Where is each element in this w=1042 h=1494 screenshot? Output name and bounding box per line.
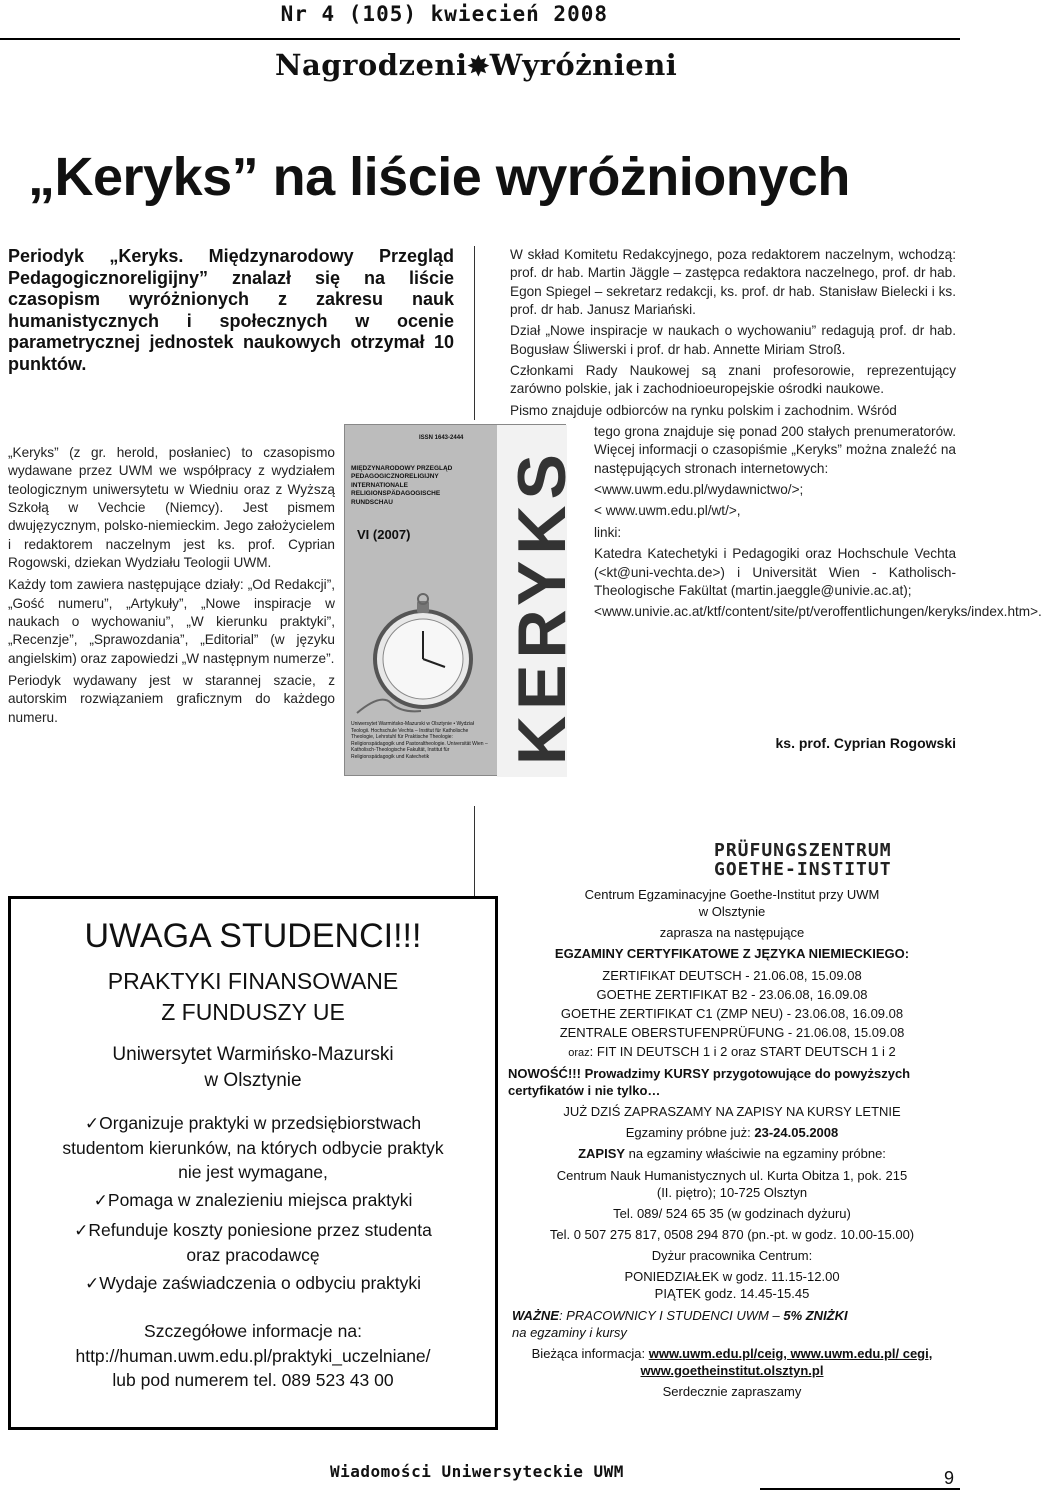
goethe-exam-announcement: [508, 886, 956, 1404]
notice-university-line: w Olsztynie: [204, 1070, 302, 1092]
notice-info-line: lub pod numerem tel. 089 523 43 00: [112, 1370, 394, 1391]
goethe-line: Egzaminy próbne już: 23-24.05.2008: [625, 1125, 839, 1141]
notice-subhead-line: Z FUNDUSZY UE: [161, 999, 345, 1026]
goethe-line: JUŻ DZIŚ ZAPRASZAMY NA ZAPISY NA KURSY LETNIE: [563, 1104, 901, 1120]
goethe-logo-line: GOETHE-INSTITUT: [714, 858, 892, 880]
cover-issn: ISSN 1643-2444: [419, 435, 464, 441]
checkmark-icon: ✓: [84, 1113, 100, 1134]
exam-item: GOETHE ZERTIFIKAT B2 - 23.06.08, 16.09.08: [596, 986, 868, 1002]
notice-item: ✓Wydaje zaświadczenia o odbyciu praktyki: [84, 1273, 422, 1295]
bottom-rule: [760, 1488, 960, 1490]
paragraph: „Keryks” (z gr. herold, posłaniec) to czasopismo wydawane przez UWM we współpracy z wydziałem teologicznym uniwersytetu w Wiedniu oraz z Wyższą Szkołą w Vechcie (Niemcy). Jest pismem dwujęzycznym, polsko-niemieckim. Jego założycielem i redaktorem naczelnym jest ks. prof. Cyprian Rogowski, dziekan Wydziału Teologii UWM.: [8, 445, 335, 571]
notice-subhead: [11, 966, 495, 1028]
notice-university-line: Uniwersytet Warmińsko-Mazurski: [112, 1044, 394, 1066]
student-notice-box: [8, 896, 498, 1430]
exam-item: ZENTRALE OBERSTUFENPRÜFUNG - 21.06.08, 15.09.08: [559, 1025, 905, 1041]
checkmark-icon: ✓: [84, 1274, 100, 1295]
notice-url: http://human.uwm.edu.pl/praktyki_uczelniane/: [75, 1345, 431, 1366]
paragraph: Każdy tom zawiera następujące działy: „Od Redakcji”, „Gość numeru”, „Artykuły”, „Nowe inspiracje w naukach o wychowaniu”, „W kierunku praktyki”, „Recenzje”, „Sprawozdania”, „Editorial” (w języku angielskim) oraz zapowiedzi „W następnym numerze”.: [8, 577, 335, 666]
goethe-line: WAŻNE: PRACOWNICY I STUDENCI UWM – 5% ZNIŻKI na egzaminy i kursy: [512, 1307, 848, 1340]
paragraph: Dział „Nowe inspiracje w naukach o wychowaniu” redagują prof. dr hab. Bogusław Śliwerski i prof. dr hab. Annette Miriam Stroß.: [510, 323, 956, 357]
checkmark-icon: ✓: [93, 1191, 108, 1212]
paragraph: tego grona znajduje się ponad 200 stałych prenumeratorów. Więcej informacji o czasopiśmie „Keryks” można znaleźć na następujących stronach internetowych:: [594, 424, 956, 476]
paragraph: Periodyk wydawany jest w starannej szacie, z autorskim rozwiązaniem graficznym do każdego numeru.: [8, 673, 335, 725]
notice-item: ✓Pomaga w znalezieniu miejsca praktyki: [93, 1190, 413, 1212]
cover-volume: VI (2007): [357, 527, 411, 542]
page-number: 9: [943, 1468, 954, 1488]
goethe-line: Dyżur pracownika Centrum:: [651, 1248, 813, 1264]
column-divider: [474, 806, 475, 896]
cover-subtitle: MIĘDZYNARODOWY PRZEGLĄD PEDAGOGICZNORELIGIJNY INTERNATIONALE RELIGIONSPÄDAGOGISCHE RUNDSCHAU: [351, 465, 453, 506]
article-left-column: [8, 444, 335, 731]
link-text: < www.uwm.edu.pl/wt/>,: [594, 503, 741, 519]
checkmark-icon: ✓: [74, 1220, 89, 1241]
goethe-line: Centrum Egzaminacyjne Goethe-Institut przy UWM: [584, 887, 880, 902]
goethe-line: Bieżąca informacja: www.uwm.edu.pl/ceig, www.uwm.edu.pl/ cegi, www.goetheinstitut.olsztyn.pl: [531, 1345, 933, 1379]
notice-subhead-line: PRAKTYKI FINANSOWANE: [107, 968, 399, 994]
pocket-watch-icon: [351, 593, 491, 717]
goethe-line: PIĄTEK godz. 14.45-15.45: [654, 1286, 810, 1302]
goethe-logo-line: PRÜFUNGSZENTRUM: [714, 840, 892, 861]
notice-item: ✓Organizuje praktyki w przedsiębiorstwach: [84, 1112, 422, 1134]
goethe-line: NOWOŚĆ!!! Prowadzimy KURSY przygotowujące do powyższych certyfikatów i nie tylko…: [508, 1065, 911, 1098]
goethe-line: PONIEDZIAŁEK w godz. 11.15-12.00: [624, 1269, 840, 1285]
issue-number: Nr 4 (105) kwiecień 2008: [280, 2, 608, 26]
goethe-line: w Olsztynie: [698, 904, 766, 920]
footer-magazine: Wiadomości Uniwersyteckie UWM: [330, 1462, 624, 1481]
exam-item: GOETHE ZERTIFIKAT C1 (ZMP NEU) - 23.06.08, 16.09.08: [560, 1005, 904, 1021]
notice-headline: UWAGA STUDENCI!!!: [84, 917, 422, 955]
article-right-column: [510, 246, 1042, 625]
section-left: Nagrodzeni: [275, 48, 468, 82]
exam-item: oraz: FIT IN DEUTSCH 1 i 2 oraz START DEUTSCH 1 i 2: [568, 1044, 896, 1060]
paragraph: Pismo znajduje odbiorców na rynku polskim i zachodnim. Wśród: [510, 402, 897, 418]
section-right: Wyróżnieni: [489, 48, 678, 82]
article-lead: Periodyk „Keryks. Międzynarodowy Przegląd Pedagogicznoreligijny” znalazł się na liście czasopism wyróżnionych z zakresu nauk humanistycznych i społecznych w ocenie parametrycznej jednostek naukowych otrzymał 10 punktów.: [8, 246, 454, 374]
paragraph: Członkami Rady Naukowej są znani profesorowie, reprezentujący zarówno polskie, jak i zachodnioeuropejskie ośrodki naukowe.: [510, 363, 956, 397]
notice-item-cont: nie jest wymagane,: [178, 1162, 328, 1183]
column-divider: [474, 246, 475, 420]
notice-info: [11, 1319, 495, 1394]
cover-publishers: Uniwersytet Warmińsko-Mazurski w Olsztynie • Wydział Teologii. Hochschule Vechta – Institut für Katholische Theologie, Lehrstuhl für Praktische Theologie: Religionspädagogik und Pastoraltheologie. Universität Wien – Katholisch-Theologische Fakultät, Institut für Religionspädagogik und Katechetik: [351, 721, 488, 760]
notice-item-cont: studentom kierunków, na których odbycie praktyk: [62, 1137, 444, 1158]
goethe-line: Tel. 0 507 275 817, 0508 294 870 (pn.-pt. w godz. 10.00-15.00): [549, 1227, 915, 1243]
goethe-line: Centrum Nauk Humanistycznych ul. Kurta Obitza 1, pok. 215: [556, 1167, 908, 1183]
link-text: <www.uwm.edu.pl/wydawnictwo/>;: [594, 482, 804, 498]
goethe-line: zaprasza na następujące: [659, 925, 805, 941]
goethe-links[interactable]: www.uwm.edu.pl/ceig, www.uwm.edu.pl/ cegi, www.goetheinstitut.olsztyn.pl: [640, 1345, 933, 1379]
goethe-line: Tel. 089/ 524 65 35 (w godzinach dyżuru): [613, 1205, 851, 1221]
top-rule: [0, 38, 960, 40]
goethe-line: (II. piętro); 10-725 Olsztyn: [656, 1184, 808, 1200]
goethe-logo: [714, 842, 914, 880]
goethe-line: Serdecznie zapraszamy: [662, 1384, 802, 1400]
article-signature: ks. prof. Cyprian Rogowski: [775, 735, 956, 751]
paragraph: W skład Komitetu Redakcyjnego, poza redaktorem naczelnym, wchodzą: prof. dr hab. Martin Jäggle – zastępca redaktora naczelnego, prof. dr hab. Egon Spiegel – sekretarz redakcji, ks. prof. dr hab. Stanisław Bielecki i ks. prof. dr hab. Janusz Mariański.: [510, 247, 956, 318]
paragraph: Katedra Katechetyki i Pedagogiki oraz Hochschule Vechta (<kt@uni-vechta.de>) i Universität Wien - Katholisch-Theologische Fakültat (martin.jaeggle@univie.ac.at);: [594, 546, 956, 598]
notice-university: [11, 1042, 495, 1094]
notice-info-line: Szczegółowe informacje na:: [144, 1320, 362, 1341]
section-title: [275, 48, 677, 82]
notice-item: ✓Refunduje koszty poniesione przez studenta: [74, 1219, 432, 1241]
link-text: <www.univie.ac.at/ktf/content/site/pt/veroffentlichungen/keryks/index.htm>.: [594, 604, 1042, 620]
exam-item: ZERTIFIKAT DEUTSCH - 21.06.08, 15.09.08: [602, 967, 862, 983]
cover-logo: KERYKS: [504, 448, 580, 765]
notice-item-cont: oraz pracodawcę: [186, 1245, 320, 1266]
article-title: „Keryks” na liście wyróżnionych: [28, 147, 850, 207]
paragraph: linki:: [594, 524, 622, 540]
goethe-line: ZAPISY na egzaminy właściwie na egzaminy próbne:: [578, 1146, 886, 1162]
star-icon: ✸: [467, 52, 490, 82]
goethe-line: EGZAMINY CERTYFIKATOWE Z JĘZYKA NIEMIECKIEGO:: [554, 946, 910, 962]
